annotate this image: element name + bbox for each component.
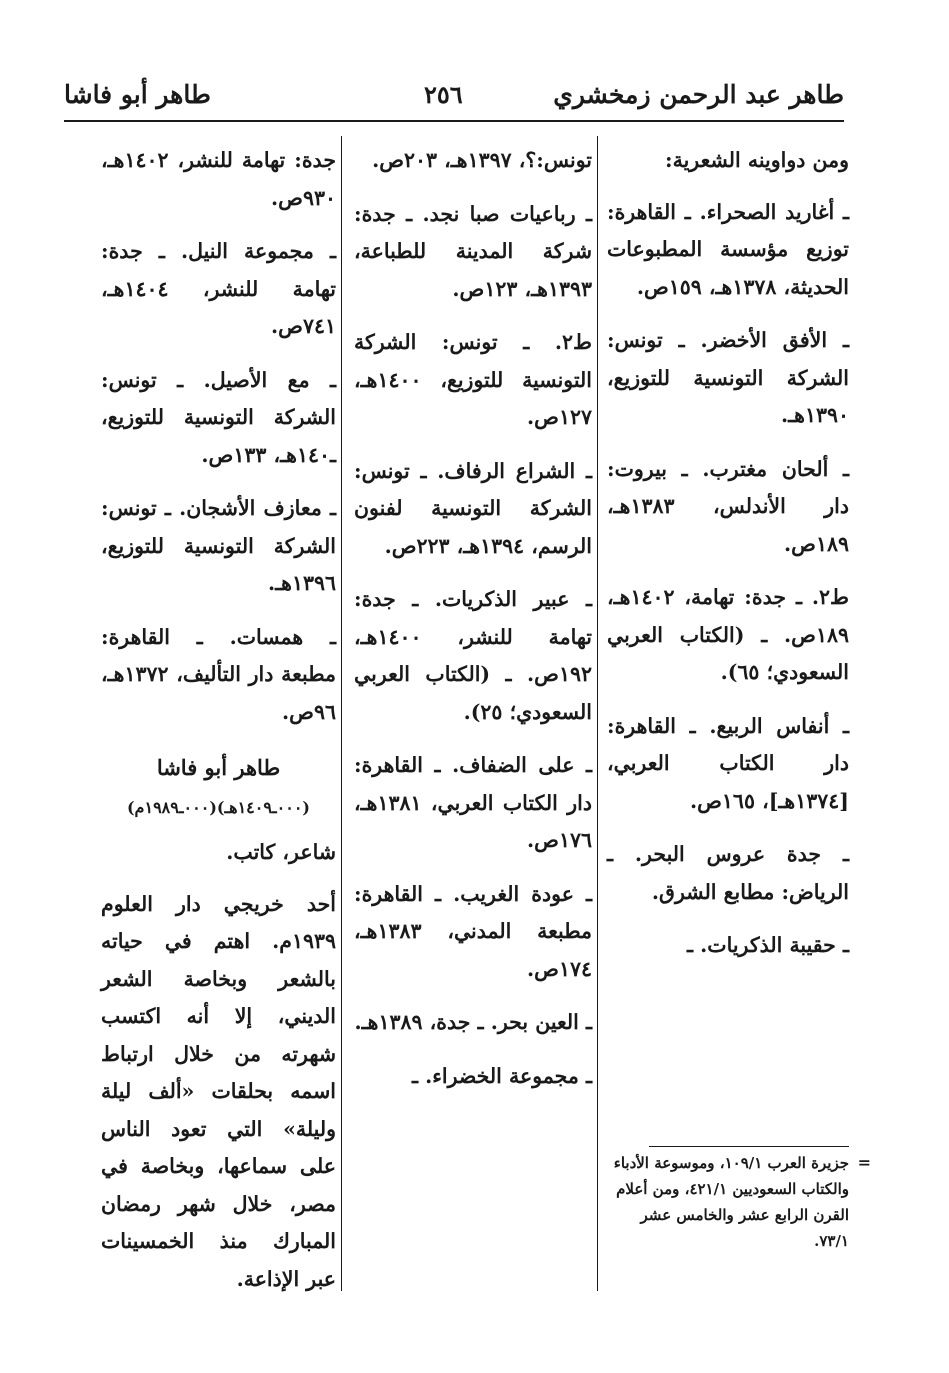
column-divider [597, 136, 598, 1291]
bibliography-entry: ـ على الضفاف. ـ القاهرة: دار الكتاب العربي، ١٣٨١هـ، ١٧٦ص. [354, 753, 592, 852]
bibliography-entry: ـ جدة عروس البحر. ـ الرياض: مطابع الشرق. [607, 842, 849, 904]
column-divider [341, 136, 342, 1291]
bibliography-entry: ـ عودة الغريب. ـ القاهرة: مطبعة المدني، ١٣٨٣هـ، ١٧٤ص. [354, 881, 592, 981]
bibliography-entry: ـ رباعيات صبا نجد. ـ جدة: شركة المدينة للطباعة، ١٣٩٣هـ، ١٢٣ص. [354, 201, 592, 301]
bibliography-entry: ـ الأفق الأخضر. ـ تونس: الشركة التونسية للتوزيع، ١٣٩٠هـ. [607, 328, 849, 427]
bibliography-entry: تونس:؟، ١٣٩٧هـ، ٢٠٣ص. [372, 148, 592, 172]
running-header [64, 76, 844, 116]
footnote-rule [649, 1146, 849, 1147]
bibliography-entry: ـ همسات. ـ القاهرة: مطبعة دار التأليف، ١٣٧٢هـ، ٩٦ص. [101, 624, 336, 724]
bibliography-entry: ط٢. ـ تونس: الشركة التونسية للتوزيع، ١٤٠٠هـ، ١٢٧ص. [354, 330, 592, 429]
bibliography-entry: ـ أغاريد الصحراء. ـ القاهرة: توزيع مؤسسة المطبوعات الحديثة، ١٣٧٨هـ، ١٥٩ص. [607, 199, 849, 299]
bibliography-entry: ـ العين بحر. ـ جدة، ١٣٨٩هـ. [354, 1010, 592, 1034]
biography-dates: (٠٠٠ـ١٤٠٩هـ)(٠٠٠ـ١٩٨٩م) [126, 797, 310, 817]
column-right [607, 142, 849, 981]
footnote-mark: = [857, 1153, 871, 1172]
footnote [607, 1150, 871, 1254]
footnote-text: جزيرة العرب ١٠٩/١، وموسوعة الأدباء والكتاب السعوديين ٤٢١/١، ومن أعلام القرن الرابع عشر والخامس عشر ٧٣/١. [613, 1154, 849, 1250]
bibliography-entry: جدة: تهامة للنشر، ١٤٠٢هـ، ٩٣٠ص. [101, 148, 336, 210]
biography-text: أحد خريجي دار العلوم ١٩٣٩م. اهتم في حياته بالشعر وبخاصة الشعر الديني، إلا أنه اكتسب شهرته من خلال ارتباط اسمه بحلقات «ألف ليلة وليلة» التي تعود الناس على سماعها، وبخاصة في مصر، خلال شهر رمضان المبارك منذ الخمسينات عبر الإذاعة. [101, 891, 336, 1291]
bibliography-entry: ط٢. ـ جدة: تهامة، ١٤٠٢هـ، ١٨٩ص. ـ (الكتاب العربي السعودي؛ ٦٥). [607, 585, 849, 684]
bibliography-entry: ـ معازف الأشجان. ـ تونس: الشركة التونسية للتوزيع، ١٣٩٦هـ. [101, 496, 336, 595]
column-left [101, 142, 336, 1298]
column-middle [354, 142, 592, 1111]
header-left-title: طاهر أبو فاشا [64, 80, 211, 109]
bibliography-entry: ـ مجموعة النيل. ـ جدة: تهامة للنشر، ١٤٠٤هـ، ٧٤١ص. [101, 239, 336, 338]
bibliography-entry: ـ الشراع الرفاف. ـ تونس: الشركة التونسية لفنون الرسم، ١٣٩٤هـ، ٢٢٣ص. [354, 458, 592, 558]
bibliography-entry: ـ مجموعة الخضراء. ـ [411, 1063, 592, 1088]
biography-role: شاعر، كاتب. [226, 840, 336, 864]
bibliography-entry: ـ حقيبة الذكريات. ـ [687, 933, 849, 957]
section-intro: ومن دواوينه الشعرية: [665, 148, 849, 172]
biography-title: طاهر أبو فاشا [156, 755, 281, 780]
bibliography-entry: ـ ألحان مغترب. ـ بيروت: دار الأندلس، ١٣٨٣هـ، ١٨٩ص. [607, 456, 849, 556]
bibliography-entry: ـ عبير الذكريات. ـ جدة: تهامة للنشر، ١٤٠٠هـ، ١٩٢ص. ـ (الكتاب العربي السعودي؛ ٢٥). [354, 587, 592, 724]
bibliography-entry: ـ مع الأصيل. ـ تونس: الشركة التونسية للتوزيع، ـ١٤٠هـ، ١٣٣ص. [101, 367, 336, 467]
page-number: ٢٥٦ [424, 80, 463, 109]
header-rule [64, 120, 844, 122]
header-right-title: طاهر عبد الرحمن زمخشري [553, 80, 844, 109]
bibliography-entry: ـ أنفاس الربيع. ـ القاهرة: دار الكتاب العربي، [١٣٧٤هـ]، ١٦٥ص. [607, 713, 849, 813]
